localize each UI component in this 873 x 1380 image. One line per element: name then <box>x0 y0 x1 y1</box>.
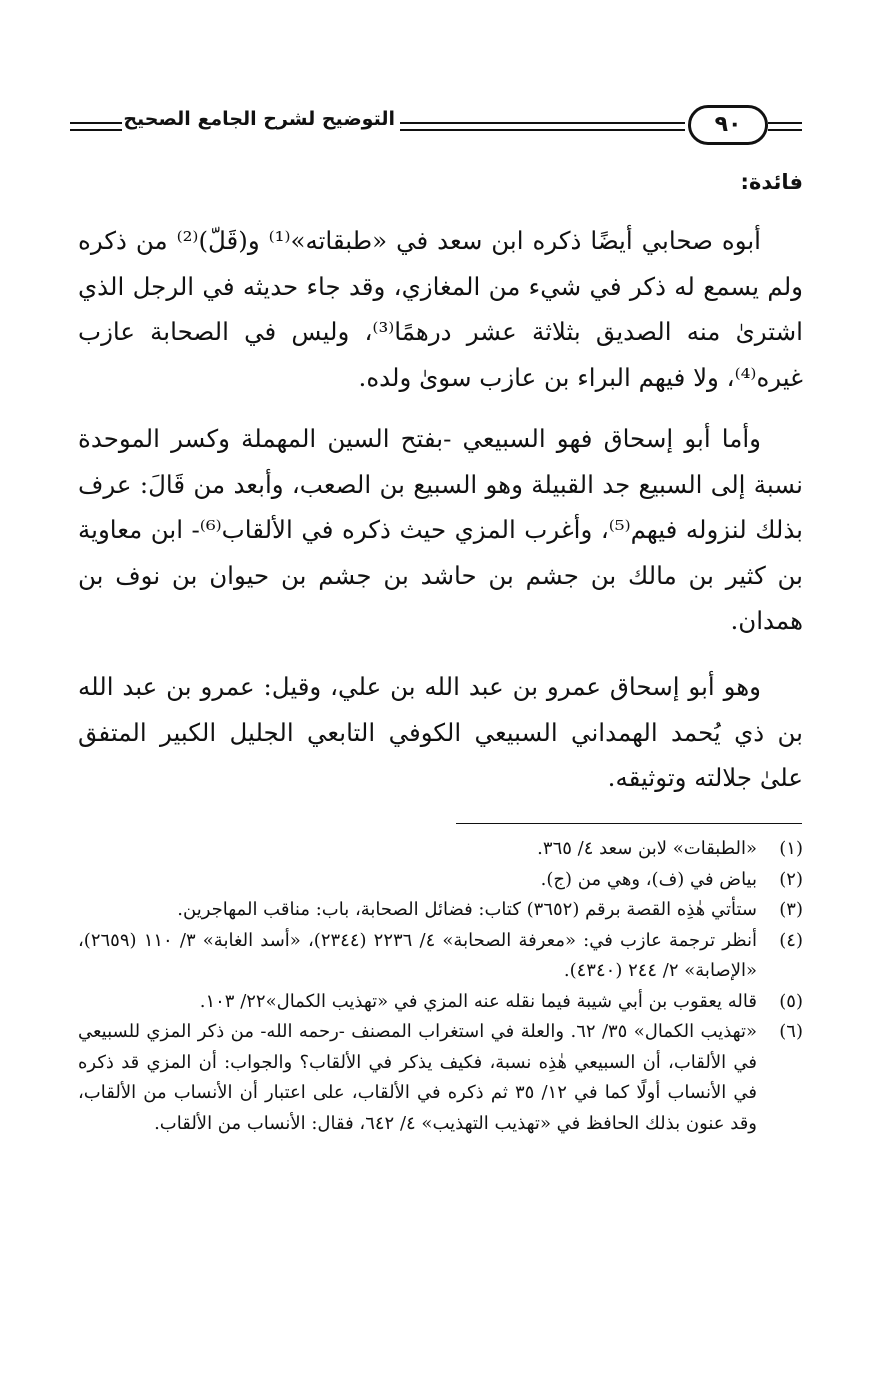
header-rule-middle <box>400 122 685 124</box>
section-heading: فائدة: <box>740 170 803 194</box>
footnote-text: «تهذيب الكمال» ٣٥/ ٦٢. والعلة في استغراب المصنف -رحمه الله- من ذكر المزي للسبيعي في الألقاب، أن السبيعي هٰذِه نسبة، فكيف يذكر في الألقاب؟ والجواب: أن المزي قد ذكره في الأنساب أولًا كما في ١٢/ ٣٥ ثم ذكره في الألقاب، على اعتبار أن الأنساب من الألقاب، وقد عنون بذلك الحافظ في «تهذيب التهذيب» ٤/ ٦٤٢، فقال: الأنساب من الألقاب. <box>78 1021 758 1134</box>
footnote-4 <box>78 926 803 987</box>
footnote-number: (١) <box>779 838 803 859</box>
footnote-3 <box>78 895 803 926</box>
footnote-6 <box>78 1017 803 1139</box>
paragraph-2: وأما أبو إسحاق فهو السبيعي -بفتح السين المهملة وكسر الموحدة نسبة إلى السبيع جد القبيلة وهو السبيع بن الصعب، وأبعد من قَالَ: عرف بذلك لنزوله فيهم⁽⁵⁾، وأغرب المزي حيث ذكره في الألقاب⁽⁶⁾- ابن معاوية بن كثير بن مالك بن جشم بن حاشد بن جشم بن حيوان بن نوف بن همدان. <box>78 424 803 635</box>
footnote-text: بياض في (ف)، وهي من (ج). <box>540 868 757 890</box>
footnote-number: (٦) <box>779 1021 803 1042</box>
footnote-number: (٣) <box>779 899 803 920</box>
footnote-text: قاله يعقوب بن أبي شيبة فيما نقله عنه المزي في «تهذيب الكمال»٢٢/ ١٠٣. <box>199 990 757 1012</box>
footnote-5 <box>78 987 803 1018</box>
footnote-number: (٥) <box>779 990 803 1012</box>
footnote-1 <box>78 834 803 865</box>
paragraph-3: وهو أبو إسحاق عمرو بن عبد الله بن علي، وقيل: عمرو بن عبد الله بن ذي يُحمد الهمداني السبيعي الكوفي التابعي الجليل الكبير المتفق علىٰ جلالته وتوثيقه. <box>78 672 803 792</box>
footnote-text: أنظر ترجمة عازب في: «معرفة الصحابة» ٤/ ٢٢٣٦ (٢٣٤٤)، «أسد الغابة» ٣/ ١١٠ (٢٦٥٩)، «الإصابة» ٢/ ٢٤٤ (٤٣٤٠). <box>78 929 757 981</box>
footnote-number: (٢) <box>779 868 803 890</box>
footnotes <box>78 834 803 1139</box>
footnote-text: «الطبقات» لابن سعد ٤/ ٣٦٥. <box>537 838 757 859</box>
running-title: التوضيح لشرح الجامع الصحيح <box>123 108 395 130</box>
footnote-separator <box>456 823 802 824</box>
header-rule-left-double <box>70 129 122 131</box>
header-rule-middle-double <box>400 129 685 131</box>
page-number: ٩٠ <box>688 105 768 145</box>
footnote-number: (٤) <box>779 929 803 951</box>
footnote-text: ستأتي هٰذِه القصة برقم (٣٦٥٢) كتاب: فضائل الصحابة، باب: مناقب المهاجرين. <box>177 899 757 920</box>
header-rule-right <box>768 122 802 124</box>
paragraph-1: أبوه صحابي أيضًا ذكره ابن سعد في «طبقاته»⁽¹⁾ و(قَلّ)⁽²⁾ من ذكره ولم يسمع له ذكر في شيء من المغازي، وقد جاء حديثه في الرجل الذي اشترىٰ منه الصديق بثلاثة عشر درهمًا⁽³⁾، وليس في الصحابة عازب غيره⁽⁴⁾، ولا فيهم البراء بن عازب سوىٰ ولده. <box>78 226 803 392</box>
footnote-2 <box>78 865 803 896</box>
header-rule-left <box>70 122 122 124</box>
header-rule-right-double <box>768 129 802 131</box>
page-header <box>70 104 802 148</box>
